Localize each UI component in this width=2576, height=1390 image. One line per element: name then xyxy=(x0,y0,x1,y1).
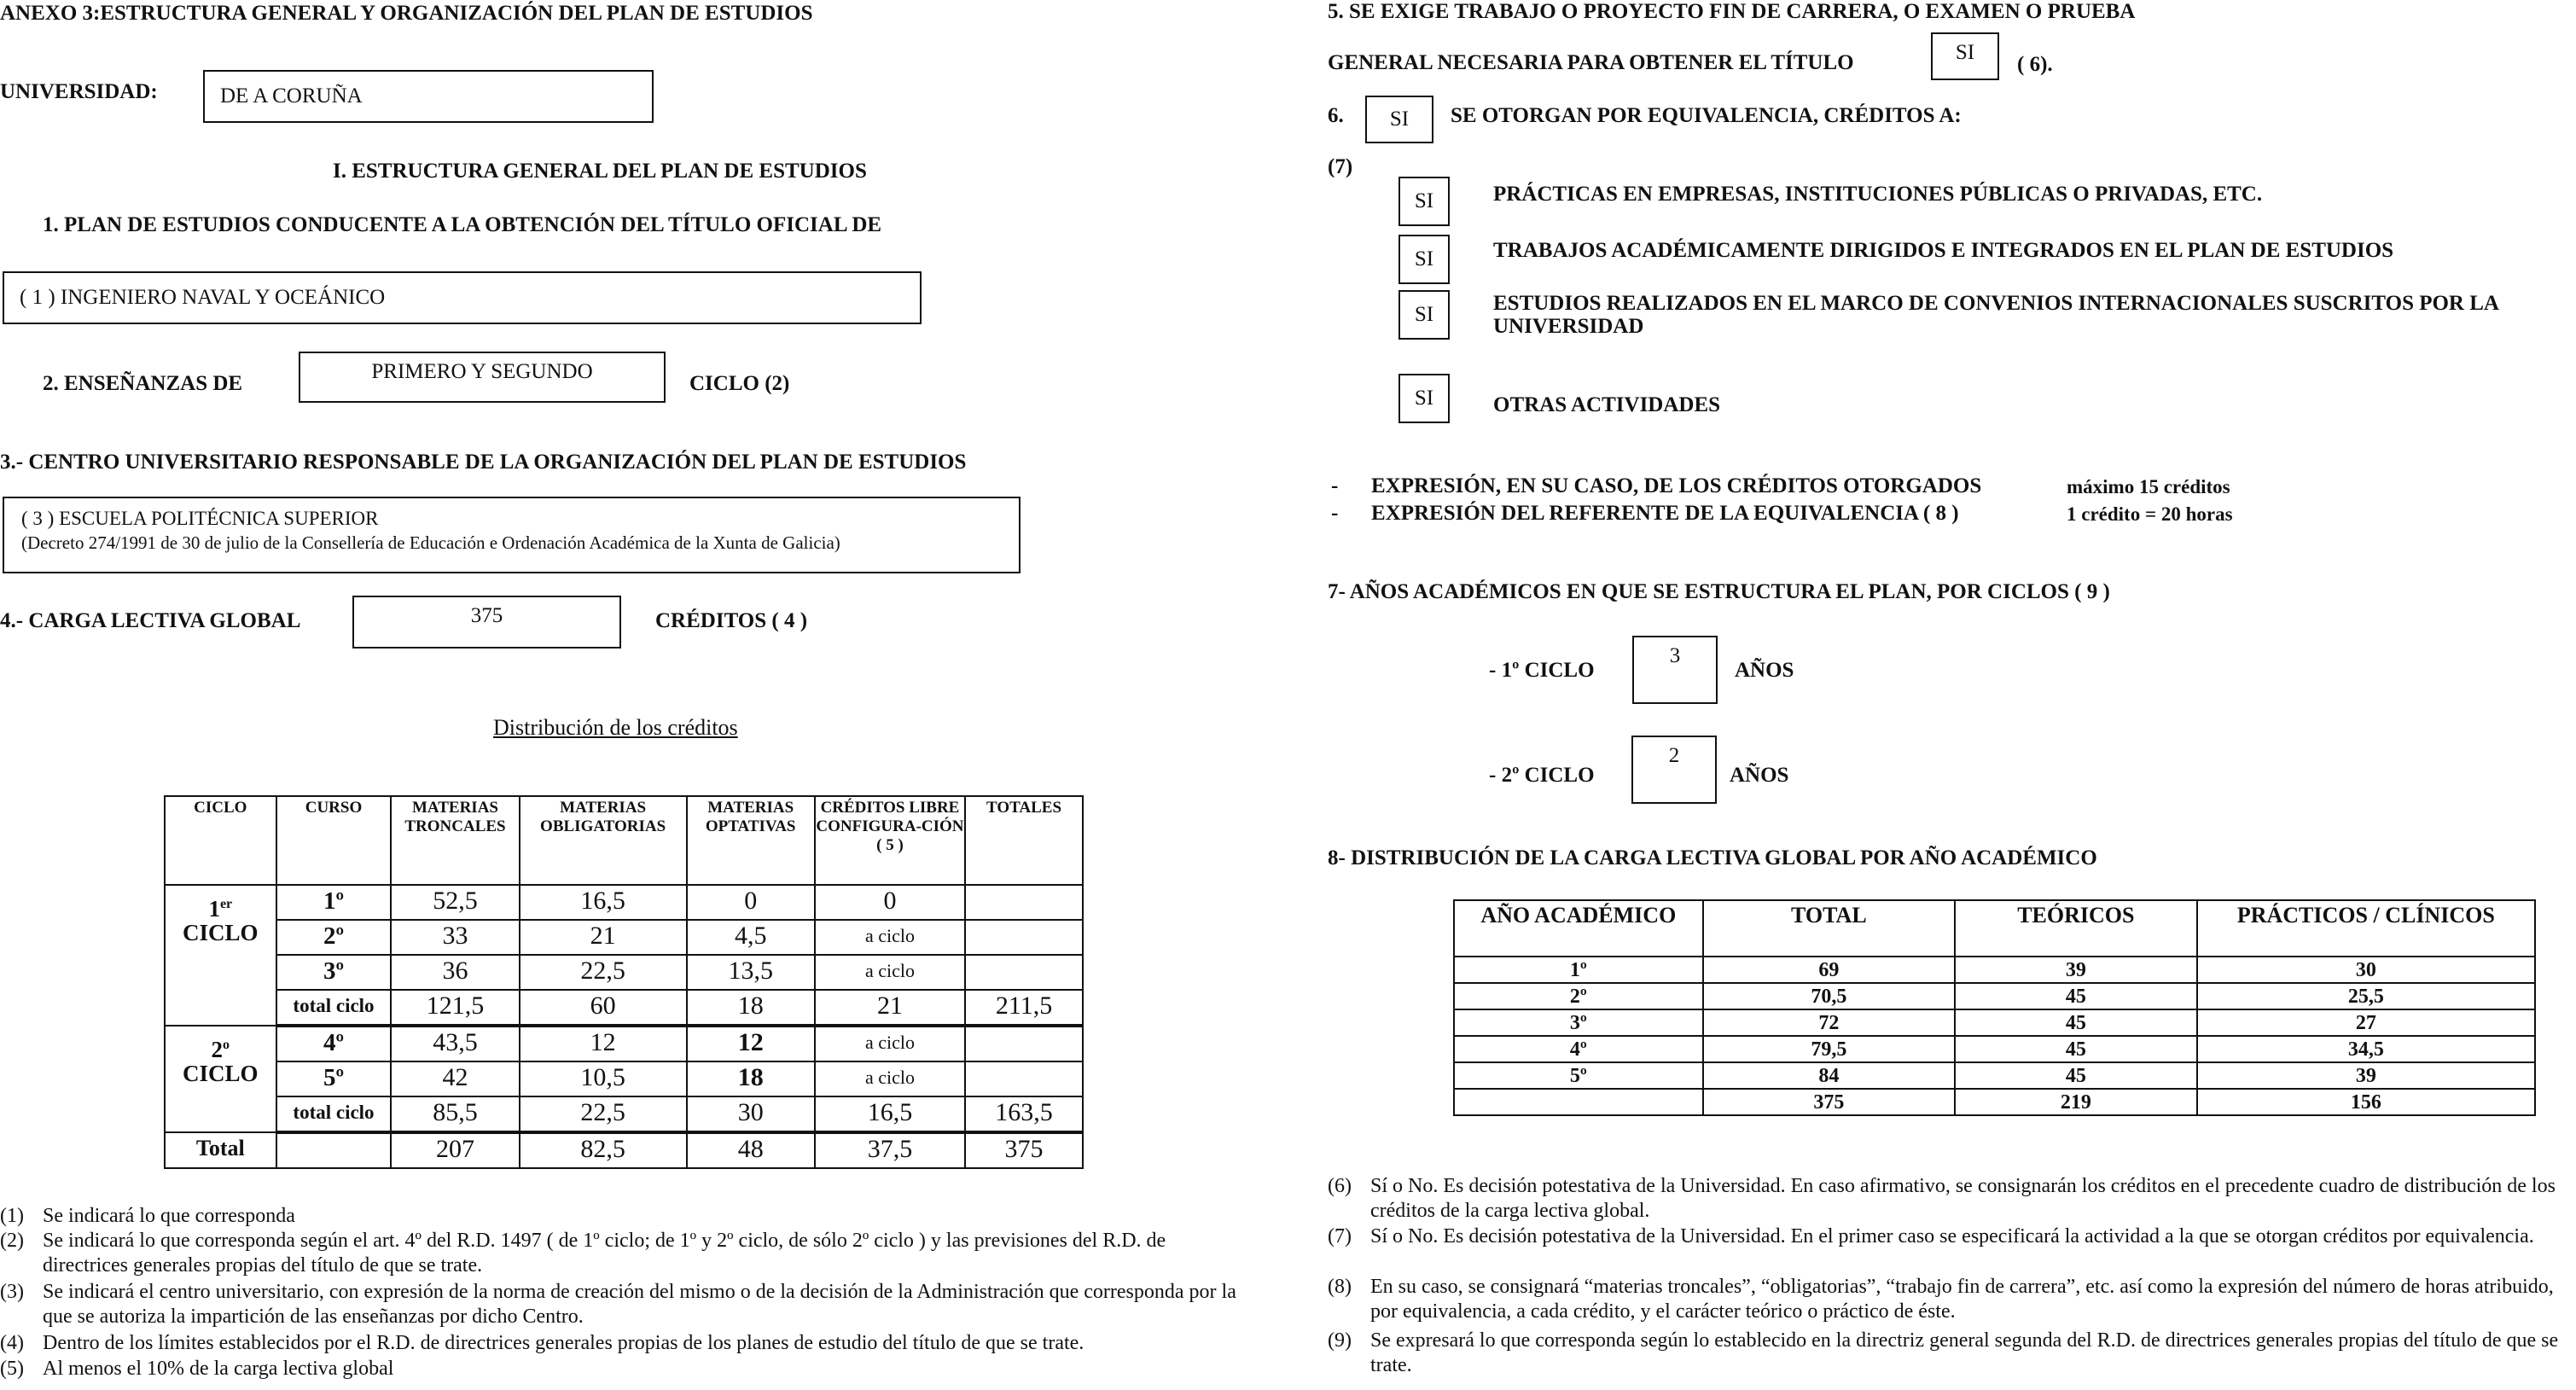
value-cell: 13,5 xyxy=(687,955,815,990)
col-header: CRÉDITOS LIBRE CONFIGURA-CIÓN ( 5 ) xyxy=(815,796,965,885)
expr1-label: EXPRESIÓN, EN SU CASO, DE LOS CRÉDITOS OTORGADOS xyxy=(1371,474,1982,497)
footnote xyxy=(1328,1174,2573,1224)
year-cell: 4º xyxy=(1454,1036,1703,1062)
university-field xyxy=(203,70,654,123)
footnote-text: En su caso, se consignará “materias troncales”, “obligatorias”, “trabajo fin de carrera”, etc. así como la expresión del número de horas atribuido, por equivalencia, a cada crédito, y el carácter teórico o práctico de éste. xyxy=(1370,1276,2554,1323)
value-cell: 18 xyxy=(687,1061,815,1096)
value-cell: a ciclo xyxy=(815,1061,965,1096)
footnote-text: Se expresará lo que corresponda según lo establecido en la directriz general segunda del R.D. de directrices generales propias del título de que se trate. xyxy=(1370,1329,2559,1376)
distribution-caption: Distribución de los créditos xyxy=(493,715,738,740)
col-header: MATERIAS OBLIGATORIAS xyxy=(520,796,687,885)
value-cell: 45 xyxy=(1955,1009,2197,1036)
table-row xyxy=(165,955,1083,990)
section-title: I. ESTRUCTURA GENERAL DEL PLAN DE ESTUDIOS xyxy=(333,160,867,183)
value-cell: 43,5 xyxy=(391,1026,519,1061)
value-cell: 207 xyxy=(391,1132,519,1168)
footnote-text: Al menos el 10% de la carga lectiva global xyxy=(43,1358,394,1380)
equivalence-field xyxy=(1398,290,1450,340)
value-cell: 27 xyxy=(2197,1009,2535,1036)
value-cell: 219 xyxy=(1955,1089,2197,1115)
value-cell: 4,5 xyxy=(687,920,815,955)
cycle2-number: 2 xyxy=(211,1037,224,1062)
value-cell: 79,5 xyxy=(1703,1036,1955,1062)
credits-value: 375 xyxy=(470,604,503,627)
section6-label: SE OTORGAN POR EQUIVALENCIA, CRÉDITOS A: xyxy=(1451,104,1962,127)
table-row xyxy=(165,885,1083,920)
value-cell: 72 xyxy=(1703,1009,1955,1036)
col-header: AÑO ACADÉMICO xyxy=(1454,900,1703,957)
course-cell: total ciclo xyxy=(276,1096,392,1132)
value-cell: 45 xyxy=(1955,1036,2197,1062)
cycle-field xyxy=(299,352,666,403)
credits-distribution-table xyxy=(164,795,1084,1169)
equivalence-label: PRÁCTICAS EN EMPRESAS, INSTITUCIONES PÚBLICAS O PRIVADAS, ETC. xyxy=(1493,183,2263,206)
section5-field xyxy=(1931,32,1999,80)
footnote-text: Se indicará lo que corresponda xyxy=(43,1205,295,1227)
table-row xyxy=(165,990,1083,1026)
equivalence-field xyxy=(1398,374,1450,423)
section5-line2: GENERAL NECESARIA PARA OBTENER EL TÍTULO xyxy=(1328,51,1854,74)
value-cell: a ciclo xyxy=(815,955,965,990)
table-row xyxy=(1454,983,2535,1009)
cycle2-years-field xyxy=(1631,736,1717,804)
cycle2-sup: o xyxy=(223,1038,230,1052)
cycle1-cell xyxy=(165,885,276,1026)
course-cell: 4º xyxy=(276,1026,392,1061)
col-header: CICLO xyxy=(165,796,276,885)
value-cell xyxy=(965,1026,1083,1061)
year-cell xyxy=(1454,1089,1703,1115)
value-cell: 25,5 xyxy=(2197,983,2535,1009)
footnote xyxy=(0,1357,1254,1381)
table-row xyxy=(165,1026,1083,1061)
value-cell: 85,5 xyxy=(391,1096,519,1132)
value-cell: 163,5 xyxy=(965,1096,1083,1132)
value-cell: 37,5 xyxy=(815,1132,965,1168)
course-cell: total ciclo xyxy=(276,990,392,1026)
cycle1-years-label: - 1º CICLO xyxy=(1489,659,1595,682)
credits-suffix: CRÉDITOS ( 4 ) xyxy=(655,609,808,632)
footnote-number: (9) xyxy=(1328,1329,1352,1352)
footnote-text: Sí o No. Es decisión potestativa de la Universidad. En caso afirmativo, se consignarán los créditos en el precedente cuadro de distribución de los créditos de la carga lectiva global. xyxy=(1370,1175,2556,1222)
credits-field xyxy=(352,596,621,648)
footnote-number: (6) xyxy=(1328,1175,1352,1197)
footnote-text: Se indicará el centro universitario, con expresión de la norma de creación del mismo o de la decisión de la Administración que corresponda por la que se autoriza la impartición de las enseñanzas por dicho Centro. xyxy=(43,1281,1236,1328)
item2-label: 2. ENSEÑANZAS DE xyxy=(43,372,243,395)
table-row xyxy=(1454,957,2535,983)
value-cell: 121,5 xyxy=(391,990,519,1026)
value-cell: 10,5 xyxy=(520,1061,687,1096)
cycle1-years-field xyxy=(1632,636,1718,704)
table-total-row xyxy=(165,1132,1083,1168)
value-cell: 82,5 xyxy=(520,1132,687,1168)
table-row xyxy=(165,1096,1083,1132)
section8-title: 8- DISTRIBUCIÓN DE LA CARGA LECTIVA GLOBAL POR AÑO ACADÉMICO xyxy=(1328,846,2097,869)
footnote-text: Se indicará lo que corresponda según el art. 4º del R.D. 1497 ( de 1º ciclo; de 1º y 2º ciclo, de sólo 2º ciclo ) y las previsiones del R.D. de directrices generales propias del título de que se trate. xyxy=(43,1230,1166,1277)
value-cell: 22,5 xyxy=(520,955,687,990)
section6-field xyxy=(1365,96,1433,143)
equivalence-field xyxy=(1398,235,1450,284)
section6-value: SI xyxy=(1389,108,1410,131)
university-value: DE A CORUÑA xyxy=(220,84,363,108)
value-cell: 42 xyxy=(391,1061,519,1096)
degree-value: ( 1 ) INGENIERO NAVAL Y OCEÁNICO xyxy=(20,286,386,309)
total-label: Total xyxy=(165,1132,276,1168)
value-cell: 48 xyxy=(687,1132,815,1168)
equivalence-value: SI xyxy=(1414,189,1434,212)
cycle2-years-value: 2 xyxy=(1668,744,1680,767)
value-cell: 34,5 xyxy=(2197,1036,2535,1062)
cycle2-word: CICLO xyxy=(183,1061,259,1086)
section5-line1: 5. SE EXIGE TRABAJO O PROYECTO FIN DE CARRERA, O EXAMEN O PRUEBA xyxy=(1328,0,2136,23)
value-cell: 12 xyxy=(520,1026,687,1061)
dash: - xyxy=(1331,474,1339,497)
equivalence-field xyxy=(1398,177,1450,226)
cycle1-sup: er xyxy=(219,897,233,911)
value-cell: 39 xyxy=(1955,957,2197,983)
university-label: UNIVERSIDAD: xyxy=(0,80,158,103)
table-row xyxy=(1454,1062,2535,1089)
footnote-number: (2) xyxy=(0,1230,24,1252)
value-cell: 22,5 xyxy=(520,1096,687,1132)
value-cell: 375 xyxy=(1703,1089,1955,1115)
footnote-text: Sí o No. Es decisión potestativa de la Universidad. En el primer caso se especificará la actividad a la que se otorgan créditos por equivalencia. xyxy=(1370,1225,2534,1248)
value-cell: 21 xyxy=(815,990,965,1026)
cycle1-number: 1 xyxy=(208,896,220,922)
value-cell: 21 xyxy=(520,920,687,955)
table-row xyxy=(165,920,1083,955)
footnote-number: (7) xyxy=(1328,1225,1352,1248)
section6-ref: (7) xyxy=(1328,155,1353,178)
value-cell: 45 xyxy=(1955,1062,2197,1089)
equivalence-label: ESTUDIOS REALIZADOS EN EL MARCO DE CONVENIOS INTERNACIONALES SUSCRITOS POR LA UNIVERSIDAD xyxy=(1493,292,2498,338)
equivalence-label: OTRAS ACTIVIDADES xyxy=(1493,393,1721,416)
footnote-number: (3) xyxy=(0,1281,24,1303)
section6-number: 6. xyxy=(1328,104,1344,127)
course-cell: 1º xyxy=(276,885,392,920)
value-cell: 375 xyxy=(965,1132,1083,1168)
footnote xyxy=(0,1280,1254,1329)
years-unit: AÑOS xyxy=(1730,764,1789,787)
col-header: TOTAL xyxy=(1703,900,1955,957)
col-header: TOTALES xyxy=(965,796,1083,885)
value-cell: 0 xyxy=(815,885,965,920)
value-cell: 156 xyxy=(2197,1089,2535,1115)
item1-label: 1. PLAN DE ESTUDIOS CONDUCENTE A LA OBTENCIÓN DEL TÍTULO OFICIAL DE xyxy=(43,213,882,236)
col-header: PRÁCTICOS / CLÍNICOS xyxy=(2197,900,2535,957)
course-cell: 2º xyxy=(276,920,392,955)
table-row xyxy=(1454,1036,2535,1062)
footnote xyxy=(1328,1275,2573,1324)
col-header: TEÓRICOS xyxy=(1955,900,2197,957)
dash: - xyxy=(1331,502,1339,525)
cycle1-years-value: 3 xyxy=(1669,644,1681,667)
value-cell: 211,5 xyxy=(965,990,1083,1026)
year-cell: 5º xyxy=(1454,1062,1703,1089)
value-cell: a ciclo xyxy=(815,1026,965,1061)
course-cell: 5º xyxy=(276,1061,392,1096)
value-cell xyxy=(965,1061,1083,1096)
col-header: MATERIAS OPTATIVAS xyxy=(687,796,815,885)
year-cell: 2º xyxy=(1454,983,1703,1009)
footnote-number: (4) xyxy=(0,1332,24,1354)
value-cell: 30 xyxy=(687,1096,815,1132)
footnote-text: Dentro de los límites establecidos por el R.D. de directrices generales propias de los planes de estudio del título de que se trate. xyxy=(43,1332,1084,1354)
section7-title: 7- AÑOS ACADÉMICOS EN QUE SE ESTRUCTURA EL PLAN, POR CICLOS ( 9 ) xyxy=(1328,580,2110,603)
cycle2-cell xyxy=(165,1026,276,1132)
value-cell: 60 xyxy=(520,990,687,1026)
value-cell: 16,5 xyxy=(815,1096,965,1132)
value-cell xyxy=(965,885,1083,920)
footnote xyxy=(0,1229,1254,1278)
year-cell: 3º xyxy=(1454,1009,1703,1036)
center-field xyxy=(3,497,1021,573)
footnote-number: (8) xyxy=(1328,1276,1352,1298)
years-unit: AÑOS xyxy=(1735,659,1794,682)
value-cell: 33 xyxy=(391,920,519,955)
value-cell: 69 xyxy=(1703,957,1955,983)
equivalence-value: SI xyxy=(1414,387,1434,410)
table-row xyxy=(165,1061,1083,1096)
footnote-number: (1) xyxy=(0,1205,24,1227)
cycle-value: PRIMERO Y SEGUNDO xyxy=(371,360,593,383)
value-cell: 16,5 xyxy=(520,885,687,920)
value-cell: 18 xyxy=(687,990,815,1026)
center-line1: ( 3 ) ESCUELA POLITÉCNICA SUPERIOR xyxy=(21,508,379,529)
item4-label: 4.- CARGA LECTIVA GLOBAL xyxy=(0,609,301,632)
col-header: MATERIAS TRONCALES xyxy=(391,796,519,885)
footnote xyxy=(1328,1224,2573,1249)
table-row xyxy=(1454,1009,2535,1036)
expr2-value: 1 crédito = 20 horas xyxy=(2067,503,2233,525)
expr2-label: EXPRESIÓN DEL REFERENTE DE LA EQUIVALENCIA ( 8 ) xyxy=(1371,502,1959,525)
annex-title: ANEXO 3:ESTRUCTURA GENERAL Y ORGANIZACIÓN DEL PLAN DE ESTUDIOS xyxy=(0,2,813,25)
cycle-suffix: CICLO (2) xyxy=(689,372,790,395)
value-cell: 84 xyxy=(1703,1062,1955,1089)
value-cell: a ciclo xyxy=(815,920,965,955)
center-line2: (Decreto 274/1991 de 30 de julio de la Consellería de Educación e Ordenación Académica de la Xunta de Galicia) xyxy=(21,532,840,553)
value-cell: 70,5 xyxy=(1703,983,1955,1009)
section5-suffix: ( 6). xyxy=(2017,53,2053,76)
footnote xyxy=(1328,1329,2573,1378)
cycle2-years-label: - 2º CICLO xyxy=(1489,764,1595,787)
value-cell: 45 xyxy=(1955,983,2197,1009)
cycle1-word: CICLO xyxy=(183,920,259,945)
value-cell xyxy=(965,920,1083,955)
value-cell: 52,5 xyxy=(391,885,519,920)
degree-field xyxy=(3,271,922,324)
year-cell: 1º xyxy=(1454,957,1703,983)
table-header-row xyxy=(1454,900,2535,957)
item3-label: 3.- CENTRO UNIVERSITARIO RESPONSABLE DE LA ORGANIZACIÓN DEL PLAN DE ESTUDIOS xyxy=(0,451,967,474)
course-cell: 3º xyxy=(276,955,392,990)
section5-value: SI xyxy=(1955,41,1975,64)
footnote xyxy=(0,1204,1254,1229)
equivalence-label: TRABAJOS ACADÉMICAMENTE DIRIGIDOS E INTEGRADOS EN EL PLAN DE ESTUDIOS xyxy=(1493,239,2394,262)
table-header-row xyxy=(165,796,1083,885)
equivalence-value: SI xyxy=(1414,247,1434,270)
footnote-number: (5) xyxy=(0,1358,24,1380)
value-cell: 0 xyxy=(687,885,815,920)
col-header: CURSO xyxy=(276,796,392,885)
value-cell xyxy=(965,955,1083,990)
value-cell: 36 xyxy=(391,955,519,990)
footnote xyxy=(0,1331,1254,1356)
value-cell: 12 xyxy=(687,1026,815,1061)
expr1-value: máximo 15 créditos xyxy=(2067,476,2230,497)
years-distribution-table xyxy=(1453,899,2536,1116)
table-total-row xyxy=(1454,1089,2535,1115)
value-cell xyxy=(276,1132,392,1168)
equivalence-value: SI xyxy=(1414,303,1434,326)
value-cell: 30 xyxy=(2197,957,2535,983)
value-cell: 39 xyxy=(2197,1062,2535,1089)
